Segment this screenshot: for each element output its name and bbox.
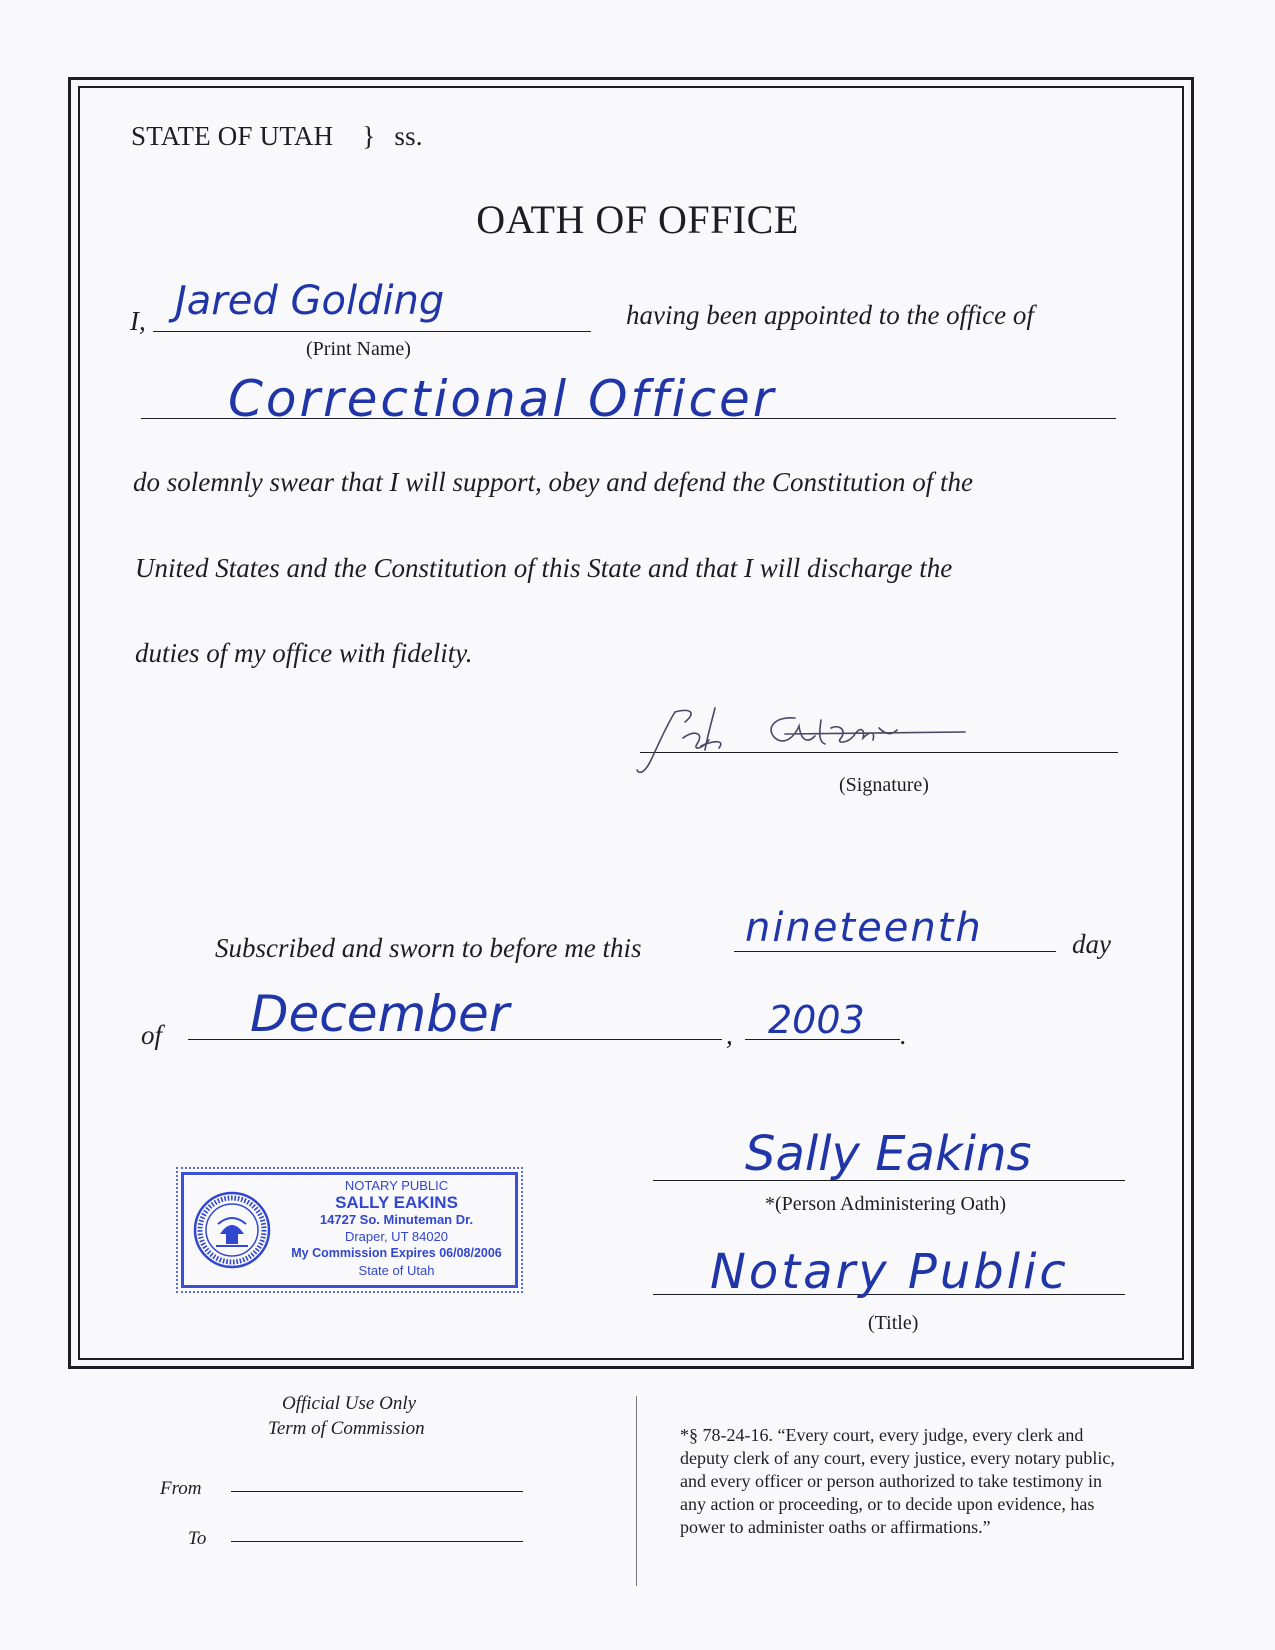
comma-mark: , (726, 1020, 733, 1050)
appointed-text: having been appointed to the office of (626, 300, 1034, 330)
state-seal (192, 1190, 272, 1270)
footer-divider (636, 1396, 637, 1586)
signature-caption: (Signature) (839, 774, 929, 796)
title-caption: (Title) (868, 1312, 919, 1334)
statute-line-3: and every officer or person authorized to take testimony in (680, 1471, 1103, 1491)
day-value[interactable]: nineteenth (745, 905, 983, 951)
name-line (153, 331, 591, 332)
brace-symbol: } (362, 121, 376, 151)
day-line (734, 951, 1056, 952)
notary-stamp (181, 1172, 518, 1288)
official-use-label: Official Use Only (282, 1393, 417, 1414)
month-value[interactable]: December (250, 985, 510, 1043)
day-word: day (1072, 929, 1111, 959)
year-value[interactable]: 2003 (768, 998, 865, 1042)
oath-prefix: I, (130, 306, 146, 336)
administrator-value[interactable]: Sally Eakins (745, 1126, 1032, 1182)
subscribed-text: Subscribed and sworn to before me this (215, 933, 642, 963)
from-label: From (160, 1478, 202, 1499)
to-label: To (188, 1528, 207, 1549)
stamp-title: NOTARY PUBLIC (344, 1178, 449, 1193)
statute-text (680, 1424, 1200, 1539)
oath-paragraph-line-2: United States and the Constitution of this State and that I will discharge the (135, 553, 953, 583)
stamp-state: State of Utah (358, 1263, 435, 1278)
signature-scribble (635, 700, 975, 780)
statute-line-2: deputy clerk of any court, every justice, every notary public, (680, 1448, 1115, 1468)
title-value[interactable]: Notary Public (710, 1244, 1069, 1300)
to-line[interactable] (231, 1541, 523, 1542)
state-heading (131, 121, 423, 152)
page-title: OATH OF OFFICE (476, 197, 799, 242)
state-name: STATE OF UTAH (131, 121, 334, 151)
statute-line-4: any action or proceeding, or to decide upon evidence, has (680, 1494, 1095, 1514)
of-word: of (141, 1020, 163, 1050)
oath-paragraph-line-3: duties of my office with fidelity. (135, 638, 473, 668)
stamp-city: Draper, UT 84020 (344, 1229, 449, 1244)
name-value[interactable]: Jared Golding (175, 278, 445, 324)
stamp-expiry: My Commission Expires 06/08/2006 (291, 1246, 502, 1260)
from-line[interactable] (231, 1491, 523, 1492)
period-mark: . (900, 1020, 907, 1050)
name-caption: (Print Name) (306, 338, 411, 360)
administrator-caption: *(Person Administering Oath) (765, 1193, 1007, 1215)
office-value[interactable]: Correctional Officer (228, 370, 777, 428)
stamp-notary-name: SALLY EAKINS (335, 1193, 458, 1212)
signature-mark[interactable] (635, 700, 975, 780)
oath-paragraph-line-1: do solemnly swear that I will support, obey and defend the Constitution of the (133, 467, 973, 497)
ss-abbrev: ss. (394, 121, 423, 151)
seal-icon (192, 1190, 272, 1270)
statute-line-1: *§ 78-24-16. “Every court, every judge, every clerk and (680, 1425, 1084, 1445)
stamp-address: 14727 So. Minuteman Dr. (319, 1212, 474, 1227)
statute-line-5: power to administer oaths or affirmations.” (680, 1517, 991, 1537)
term-of-commission-label: Term of Commission (268, 1418, 425, 1439)
